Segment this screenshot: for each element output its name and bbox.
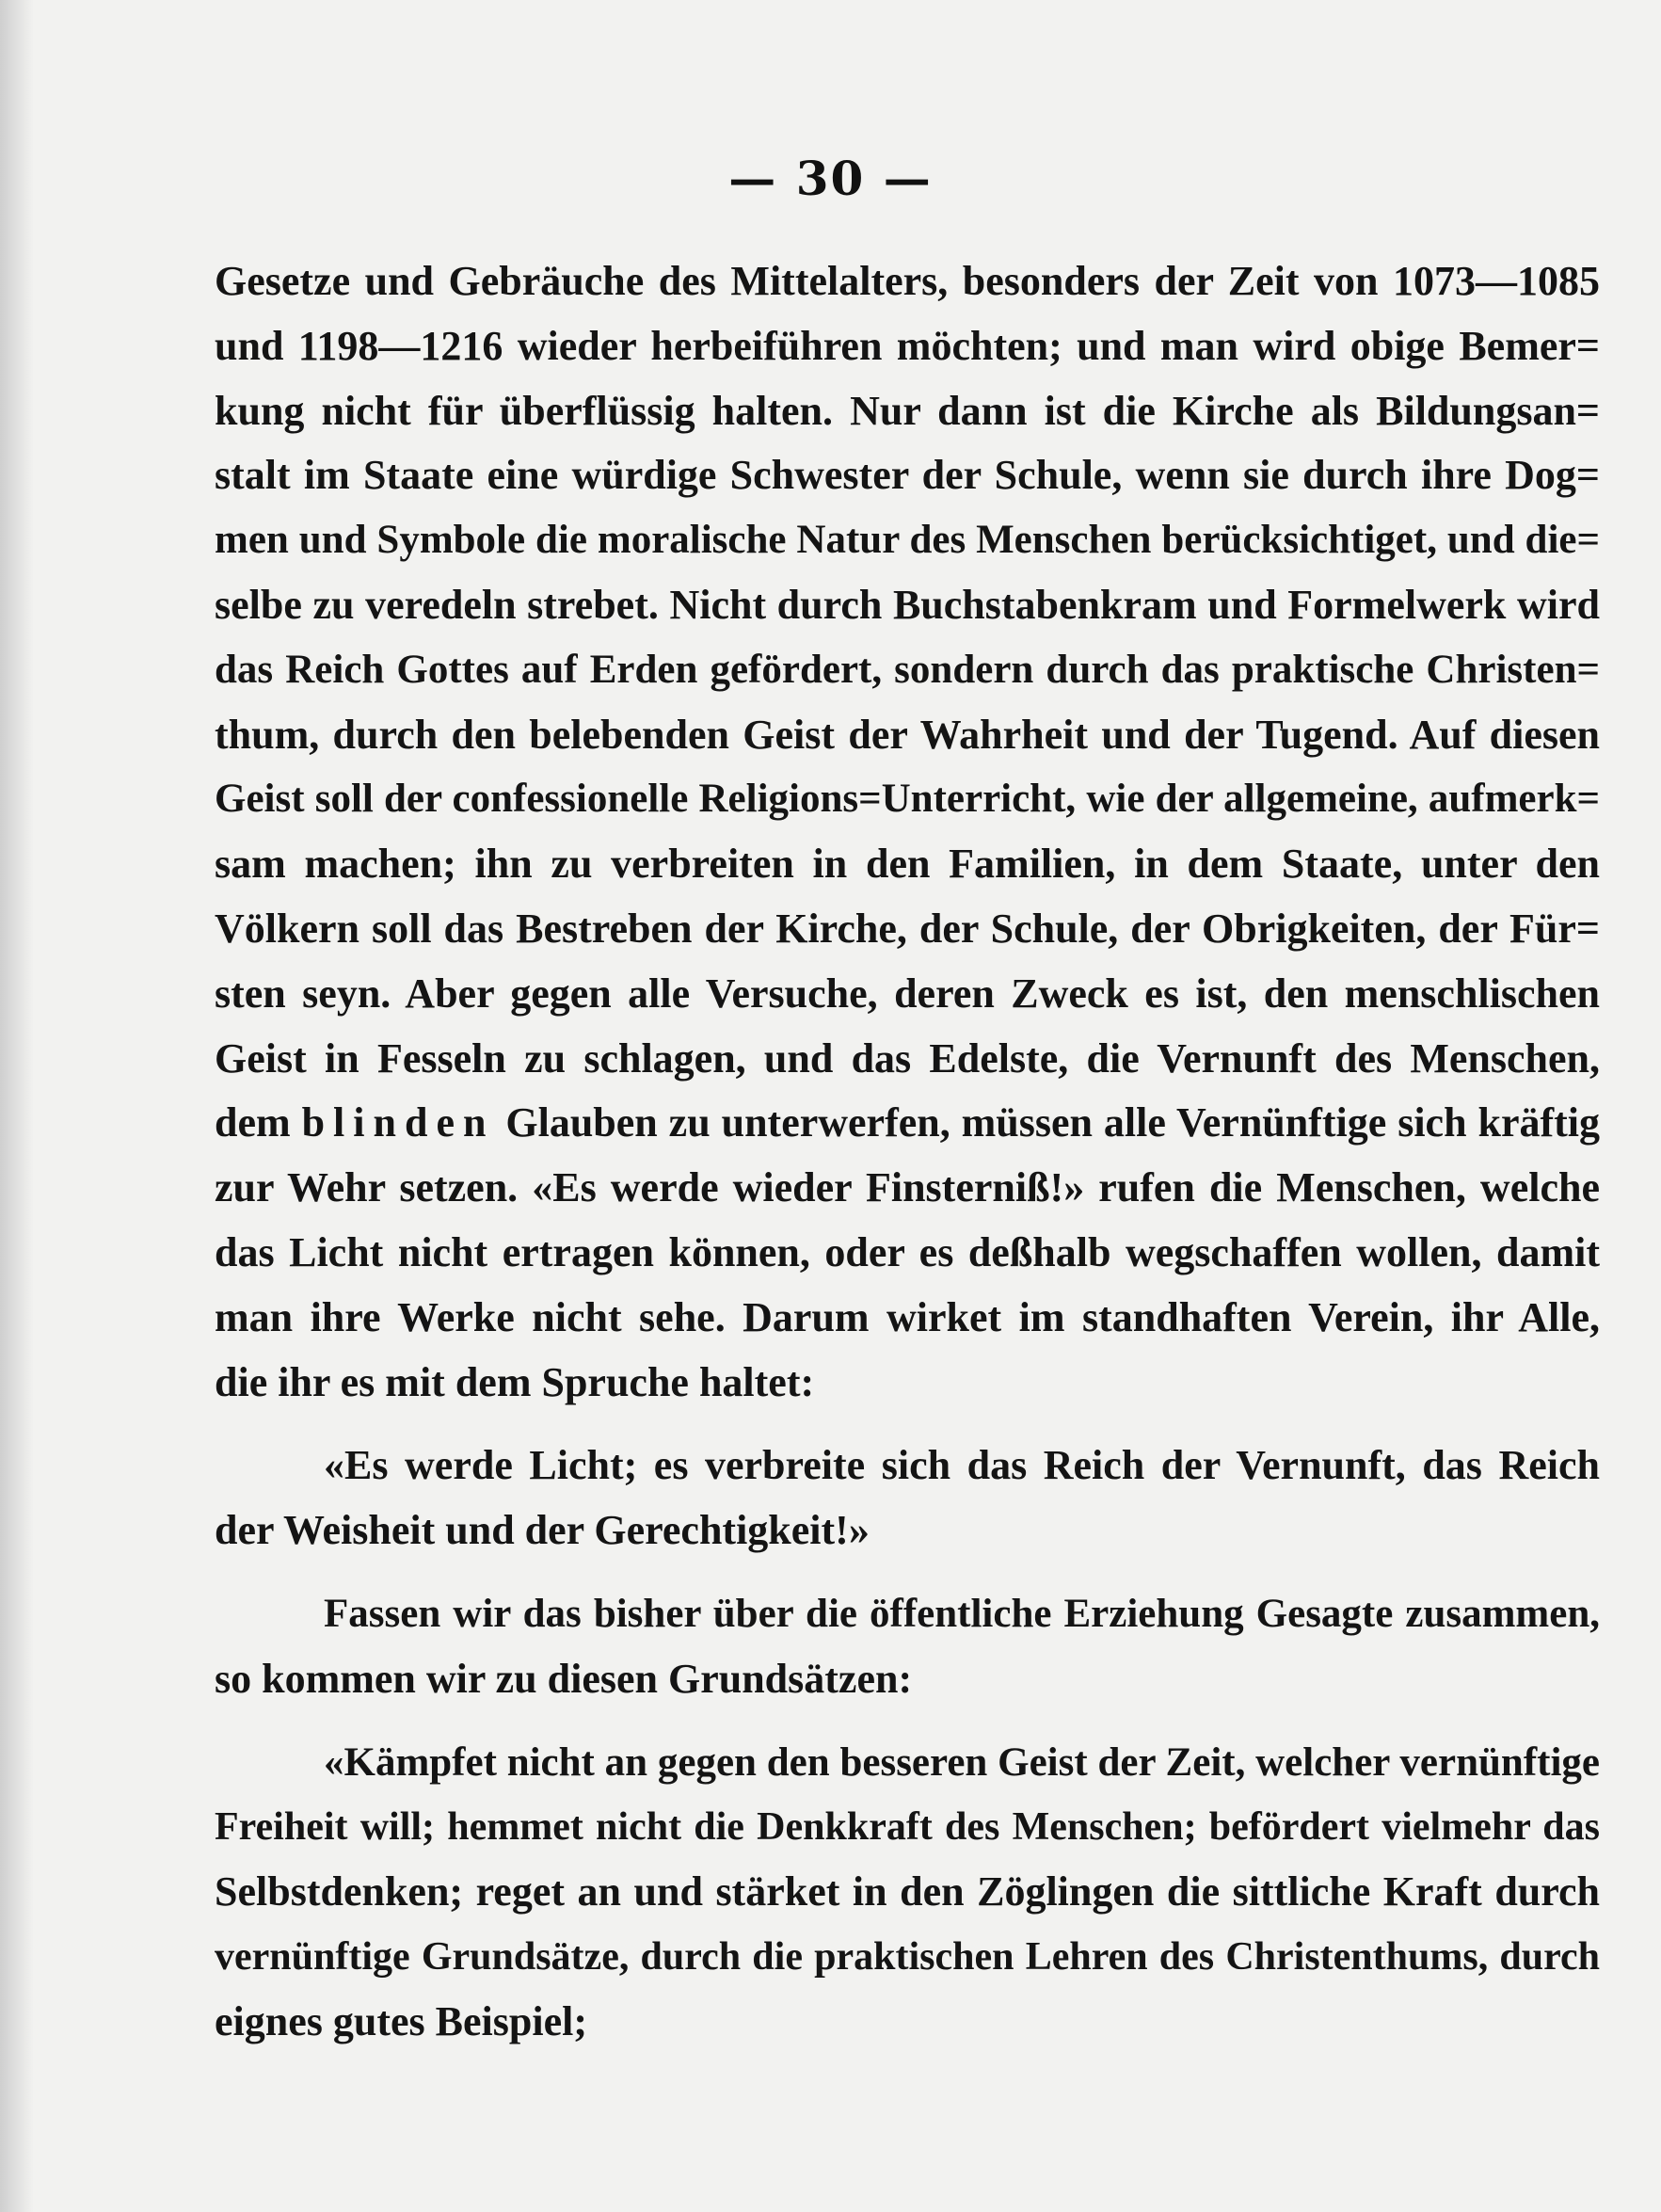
text-line: vernünftige Grundsätze, durch die praktischen Lehren des Christenthums, durch <box>215 1934 1600 1979</box>
paragraph-gap <box>215 1712 1600 1731</box>
text-line: Geist in Fesseln zu schlagen, und das Edelste, die Vernunft des Menschen, <box>215 1034 1600 1082</box>
text-line: Fassen wir das bisher über die öffentliche Erziehung Gesagte zusammen, <box>324 1591 1600 1636</box>
text-line: Freiheit will; hemmet nicht die Denkkraft des Menschen; befördert vielmehr das <box>215 1805 1600 1850</box>
text-line: zur Wehr setzen. «Es werde wieder Finsterniß!» rufen die Menschen, welche <box>215 1164 1600 1211</box>
text-line: das Reich Gottes auf Erden gefördert, sondern durch das praktische Christen= <box>215 647 1600 692</box>
text-line: das Licht nicht ertragen können, oder es deßhalb wegschaffen wollen, damit <box>215 1228 1600 1275</box>
paragraph-quote <box>215 1434 1600 1563</box>
text-line: stalt im Staate eine würdige Schwester der Schule, wenn sie durch ihre Dog= <box>215 452 1600 499</box>
text-line: Gesetze und Gebräuche des Mittelalters, besonders der Zeit von 1073—1085 <box>215 258 1600 304</box>
text-line: Völkern soll das Bestreben der Kirche, der Schule, der Obrigkeiten, der Für= <box>215 905 1600 952</box>
text-line: sam machen; ihn zu verbreiten in den Familien, in dem Staate, unter den <box>215 841 1600 888</box>
text-line: man ihre Werke nicht sehe. Darum wirket im standhaften Verein, ihr Alle, <box>215 1293 1600 1340</box>
text-line: der Weisheit und der Gerechtigkeit!» <box>215 1507 870 1554</box>
text-line: «Es werde Licht; es verbreite sich das Reich der Vernunft, das Reich <box>324 1442 1600 1489</box>
text-line: thum, durch den belebenden Geist der Wahrheit und der Tugend. Auf diesen <box>215 711 1600 758</box>
paragraph-main <box>215 249 1600 1415</box>
paragraph-gap <box>215 1563 1600 1582</box>
paragraph-summary <box>215 1582 1600 1712</box>
text-line: und 1198—1216 wieder herbeiführen möchten; und man wird obige Bemer= <box>215 322 1600 369</box>
text-line: so kommen wir zu diesen Grundsätzen: <box>215 1655 913 1702</box>
text-line: eignes gutes Beispiel; <box>215 1997 587 2044</box>
text-line: sten seyn. Aber gegen alle Versuche, deren Zweck es ist, den menschlischen <box>215 970 1600 1017</box>
spaced-emphasis-word: blinden <box>301 1099 495 1146</box>
text-line: die ihr es mit dem Spruche haltet: <box>215 1358 815 1405</box>
text-line: men und Symbole die moralische Natur des Menschen berücksichtiget, und die= <box>215 518 1600 563</box>
text-line: «Kämpfet nicht an gegen den besseren Geist der Zeit, welcher vernünftige <box>324 1739 1600 1785</box>
text-line: selbe zu veredeln strebet. Nicht durch Buchstabenkram und Formelwerk wird <box>215 581 1600 628</box>
text-line: Geist soll der confessionelle Religions=Unterricht, wie der allgemeine, aufmerk= <box>215 777 1600 822</box>
text-line: Selbstdenken; reget an und stärket in den Zöglingen die sittliche Kraft durch <box>215 1868 1600 1915</box>
paragraph-principles <box>215 1731 1600 2055</box>
text-line: kung nicht für überflüssig halten. Nur dann ist die Kirche als Bildungsan= <box>215 387 1600 434</box>
page-body <box>215 249 1600 2055</box>
word: dem <box>215 1099 291 1146</box>
paragraph-gap <box>215 1415 1600 1434</box>
page-number: — 30 — <box>728 151 933 206</box>
word-group: Glauben zu unterwerfen, müssen alle Vernünftige sich kräftig <box>505 1099 1601 1146</box>
text-line-emphasis <box>215 1091 1600 1156</box>
